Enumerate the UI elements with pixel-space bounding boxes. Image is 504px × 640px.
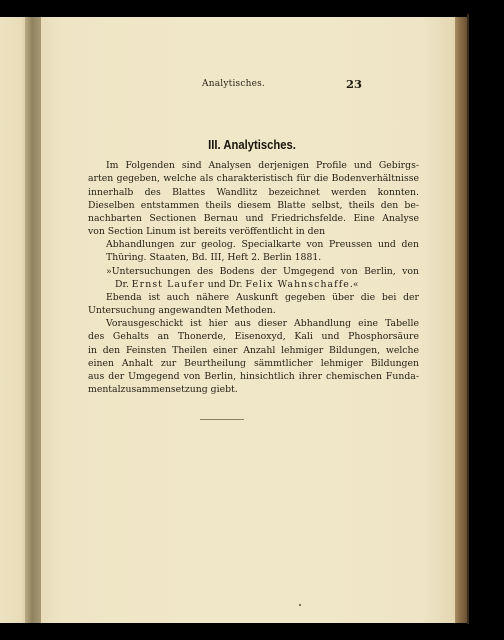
author-prefix: Dr.	[115, 279, 132, 290]
running-head: Analytisches.	[202, 79, 265, 89]
author-name: Felix Wahnschaffe	[245, 279, 350, 290]
citation-line: Thüring. Staaten, Bd. III, Heft 2. Berlin 1881.	[106, 252, 322, 263]
book-gutter	[25, 17, 41, 623]
body-line: Untersuchung angewandten Methoden.	[88, 305, 276, 316]
body-line: Ebenda ist auch nähere Auskunft gegeben über die bei der	[106, 292, 419, 303]
body-line: nachbarten Sectionen Bernau und Friedrichsfelde. Eine Analyse	[88, 213, 419, 224]
section-title: III. Analytisches.	[208, 138, 296, 152]
body-line: einen Anhalt zur Beurtheilung sämmtlicher lehmiger Bildungen	[88, 358, 419, 369]
body-line: Dieselben entstammen theils diesem Blatte selbst, theils den be-	[88, 200, 419, 211]
page-speck	[299, 604, 301, 606]
citation-line	[115, 279, 359, 290]
citation-line: »Untersuchungen des Bodens der Umgegend von Berlin, von	[106, 266, 419, 277]
body-line: Im Folgenden sind Analysen derjenigen Profile und Gebirgs-	[106, 160, 419, 171]
body-line: von Section Linum ist bereits veröffentlicht in den	[88, 226, 326, 237]
body-line: des Gehalts an Thonerde, Eisenoxyd, Kali und Phosphorsäure	[88, 331, 419, 342]
citation-line: Abhandlungen zur geolog. Specialkarte von Preussen und den	[106, 239, 419, 250]
citation-close: .«	[349, 279, 359, 290]
body-line: aus der Umgegend von Berlin, hinsichtlich ihrer chemischen Funda-	[88, 371, 419, 382]
body-line: arten gegeben, welche als charakteristisch für die Bodenverhältnisse	[88, 173, 419, 184]
body-line: innerhalb des Blattes Wandlitz bezeichnet werden konnten.	[88, 187, 419, 198]
page-stack-shadow	[467, 14, 469, 624]
body-line: in den Feinsten Theilen einer Anzahl lehmiger Bildungen, welche	[88, 345, 419, 356]
page-number: 23	[346, 77, 363, 91]
author-joiner: und Dr.	[204, 279, 246, 290]
page-stack-edge	[455, 17, 467, 623]
body-line: Vorausgeschickt ist hier aus dieser Abhandlung eine Tabelle	[106, 318, 419, 329]
body-line: mentalzusammensetzung giebt.	[88, 384, 238, 395]
author-name: Ernst Laufer	[131, 279, 205, 290]
section-end-rule	[200, 419, 244, 420]
